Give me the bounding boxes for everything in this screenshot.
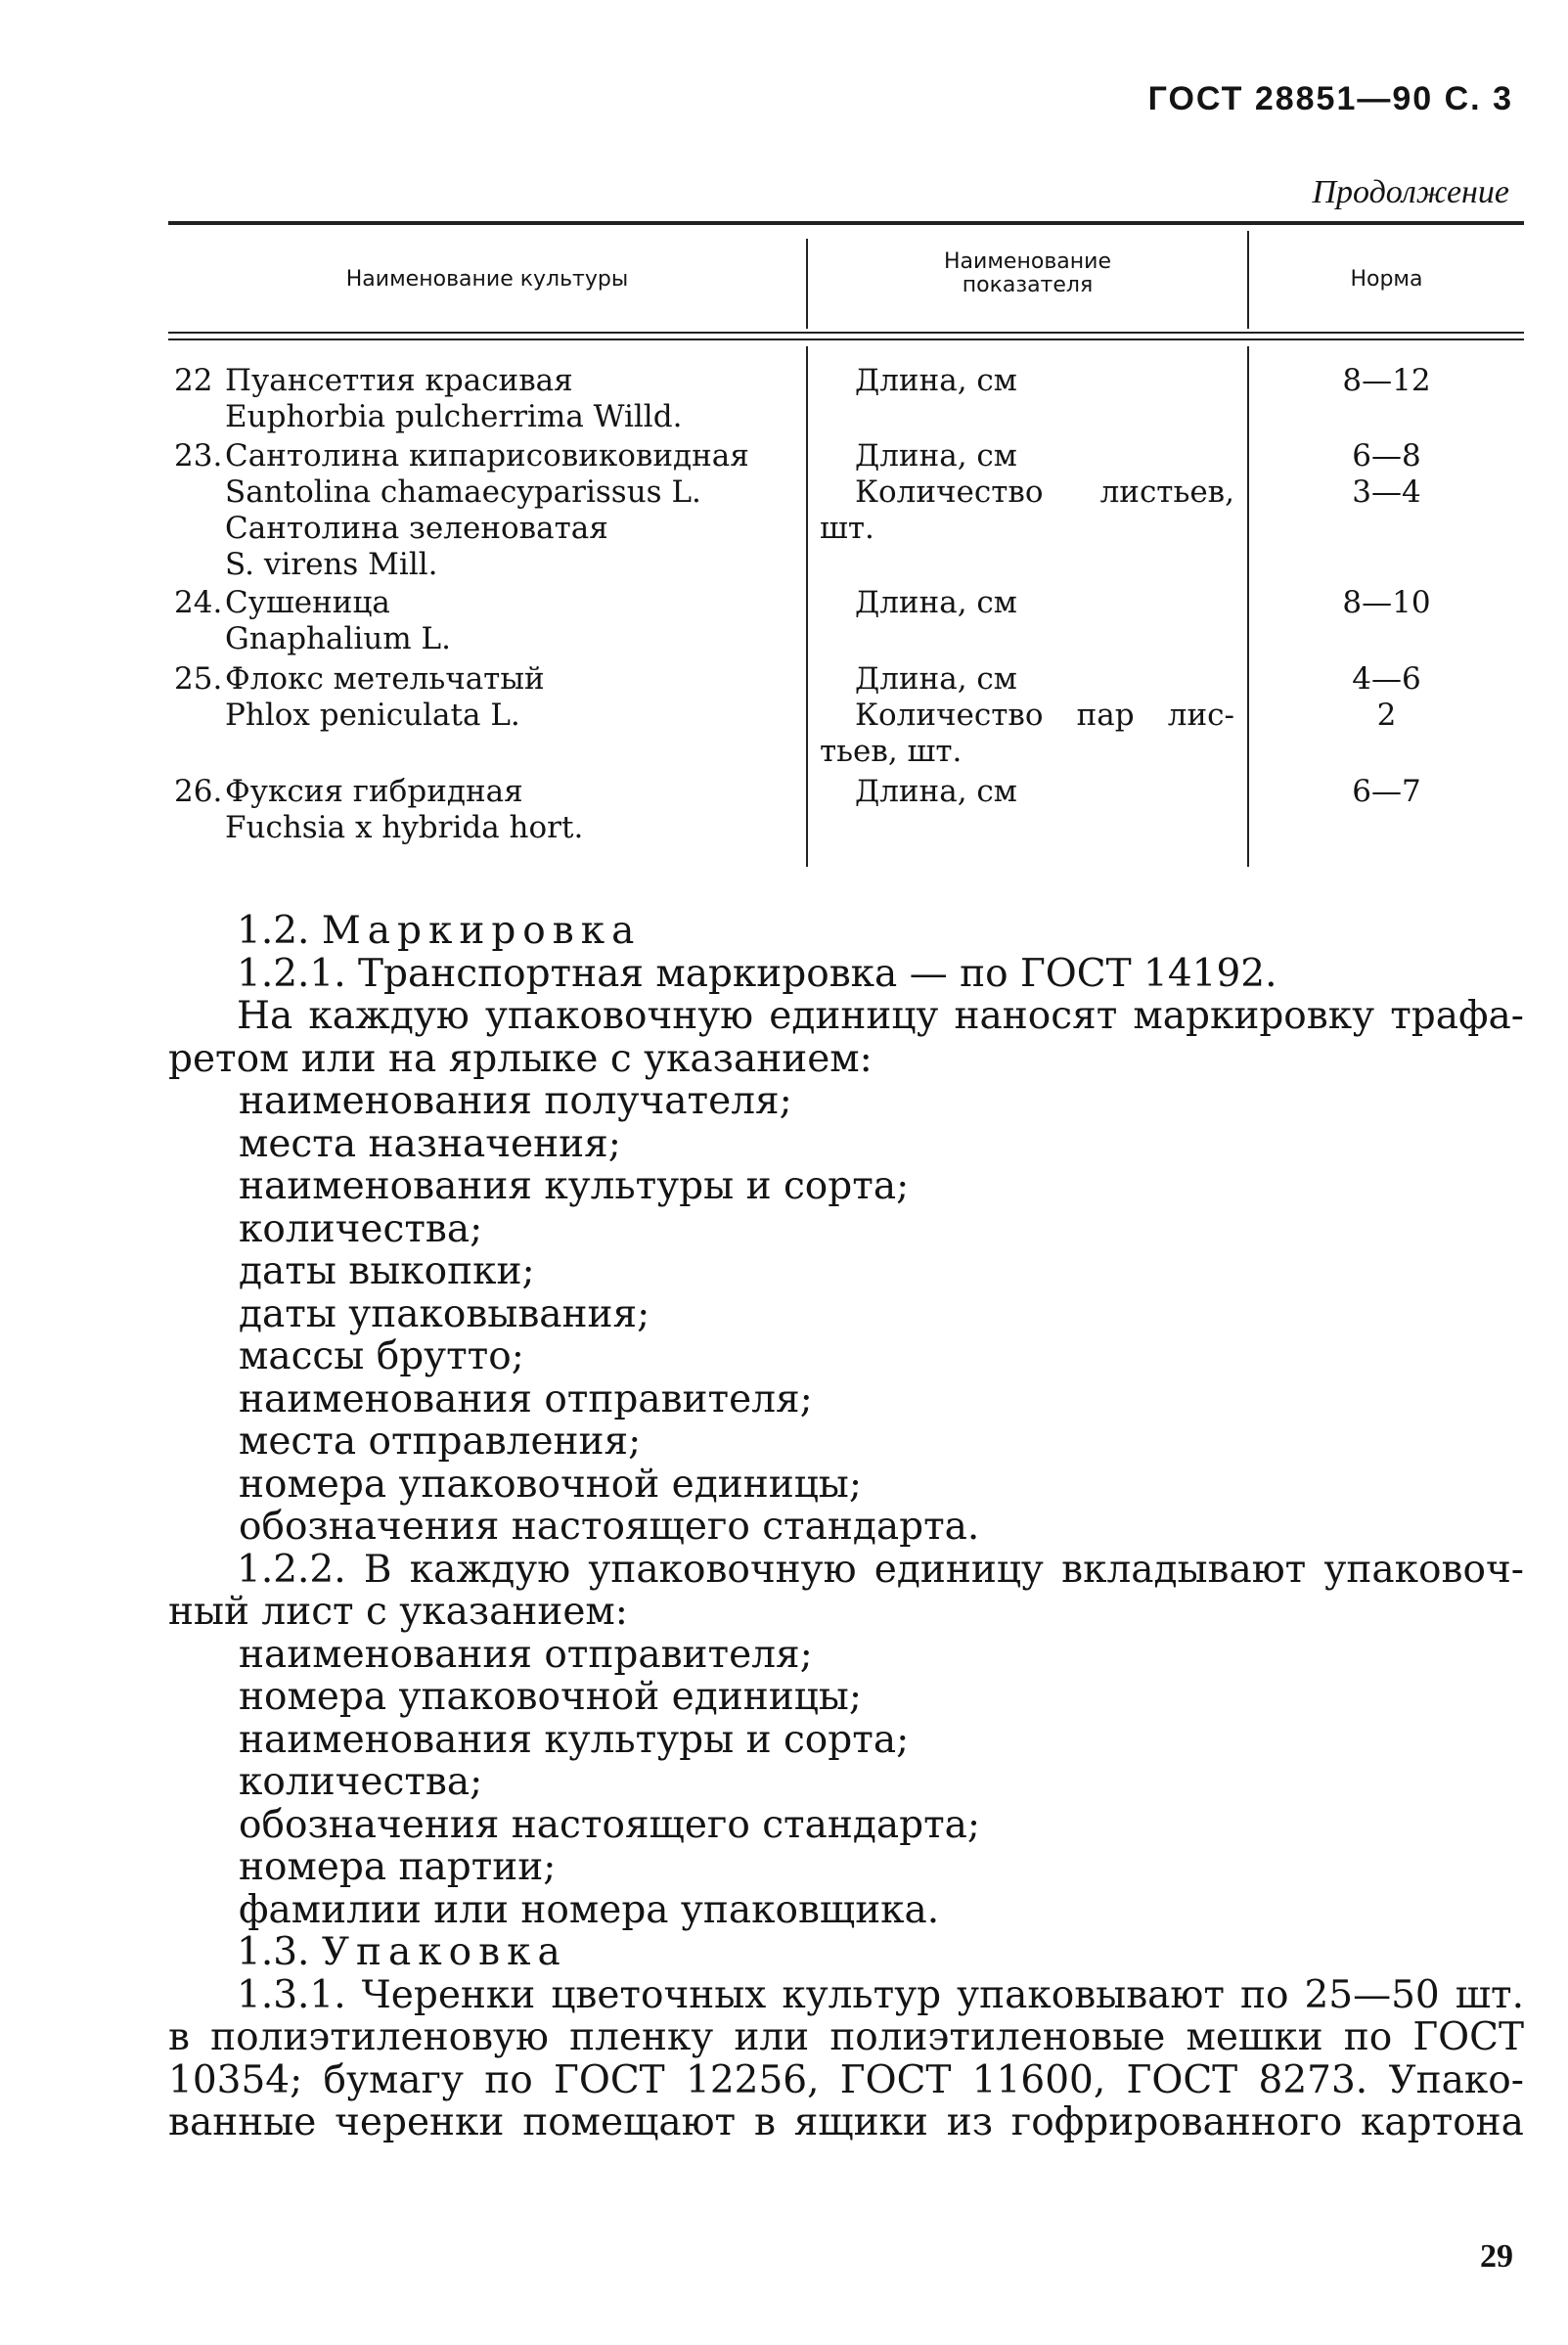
- row-number: 26.: [174, 774, 223, 809]
- indicator-text: Длина, см: [855, 585, 1017, 620]
- paragraph-line: 1.3.1. Черенки цветочных культур упаковывают по 25—50 шт.: [237, 1972, 1524, 2017]
- indicator-text: Количество пар лис-: [855, 698, 1234, 733]
- crop-name-cell: [174, 363, 800, 435]
- crop-latin-name: S. virens Mill.: [225, 547, 438, 582]
- indicator-text: Количество листьев,: [855, 474, 1234, 510]
- paragraph-line: ный лист с указанием:: [168, 1590, 628, 1634]
- crop-name-cell: [174, 661, 800, 734]
- crop-name: Сантолина кипарисовиковидная: [225, 438, 749, 474]
- indicator-cell: [820, 438, 1234, 547]
- column-header-crop: Наименование культуры: [345, 267, 629, 292]
- norm-value: 4—6: [1352, 661, 1421, 697]
- norm-cell: [1249, 585, 1524, 621]
- crop-latin-name: Euphorbia pulcherrima Willd.: [225, 399, 683, 434]
- indicator-text: Длина, см: [855, 661, 1017, 697]
- norm-cell: [1249, 438, 1524, 511]
- indicator-text: шт.: [820, 511, 874, 546]
- column-divider: [806, 346, 808, 867]
- norm-value: 6—8: [1352, 438, 1421, 474]
- list-item: обозначения настоящего стандарта;: [239, 1802, 981, 1847]
- crop-latin-name: Phlox peniculata L.: [225, 698, 520, 733]
- paragraph-line: ванные черенки помещают в ящики из гофрированного картона: [168, 2100, 1524, 2144]
- list-item: номера упаковочной единицы;: [239, 1462, 862, 1507]
- list-item: фамилии или номера упаковщика.: [239, 1887, 940, 1932]
- row-number: 24.: [174, 585, 223, 620]
- paragraph-line: На каждую упаковочную единицу наносят маркировку трафа-: [237, 994, 1524, 1038]
- list-item: обозначения настоящего стандарта.: [239, 1505, 980, 1549]
- norm-value: 3—4: [1352, 474, 1421, 510]
- indicator-cell: [820, 363, 1234, 399]
- norm-cell: [1249, 661, 1524, 734]
- paragraph-1-2-1: 1.2.1. Транспортная маркировка — по ГОСТ 14192.: [237, 951, 1277, 996]
- crop-latin-name: Fuchsia x hybrida hort.: [225, 810, 584, 845]
- norm-value: 6—7: [1352, 774, 1421, 809]
- column-header-indicator-line: показателя: [962, 273, 1094, 297]
- norm-value: 2: [1376, 698, 1397, 733]
- table-header-rule: [168, 338, 1524, 340]
- paragraph-line: ретом или на ярлыке с указанием:: [168, 1036, 873, 1081]
- norm-cell: [1249, 363, 1524, 399]
- column-header-indicator: [808, 250, 1247, 297]
- list-item: наименования культуры и сорта;: [239, 1717, 910, 1762]
- norm-cell: [1249, 774, 1524, 810]
- indicator-text: Длина, см: [855, 438, 1017, 474]
- crop-name-cell: [174, 774, 800, 846]
- norm-value: 8—12: [1342, 363, 1431, 398]
- norms-table: [168, 221, 1524, 867]
- list-item: количества;: [239, 1206, 483, 1251]
- norm-value: 8—10: [1342, 585, 1431, 620]
- list-item: наименования отправителя;: [239, 1632, 813, 1677]
- paragraph-line: 1.2.2. В каждую упаковочную единицу вкладывают упаковоч-: [237, 1547, 1524, 1592]
- crop-latin-name: Gnaphalium L.: [225, 621, 451, 656]
- indicator-cell: [820, 585, 1234, 621]
- page-number: 29: [1480, 2238, 1513, 2275]
- list-item: даты выкопки;: [239, 1249, 535, 1293]
- list-item: наименования отправителя;: [239, 1376, 813, 1421]
- row-number: 25.: [174, 661, 223, 697]
- row-number: 23.: [174, 438, 223, 474]
- section-heading-packaging: 1.3. Упаковка: [237, 1930, 567, 1974]
- indicator-cell: [820, 774, 1234, 810]
- list-item: наименования получателя;: [239, 1079, 792, 1123]
- document-header: ГОСТ 28851—90 С. 3: [1147, 80, 1513, 117]
- crop-name: Флокс метельчатый: [225, 661, 545, 697]
- crop-name-cell: [174, 585, 800, 657]
- list-item: номера упаковочной единицы;: [239, 1675, 862, 1719]
- list-item: количества;: [239, 1760, 483, 1804]
- crop-latin-name: Santolina chamaecyparissus L.: [225, 474, 701, 510]
- crop-name: Сушеница: [225, 585, 390, 620]
- indicator-text: Длина, см: [855, 363, 1017, 398]
- row-number: 22: [174, 363, 213, 398]
- list-item: даты упаковывания;: [239, 1291, 650, 1336]
- column-header-indicator-line: Наименование: [944, 249, 1111, 274]
- list-item: массы брутто;: [239, 1334, 524, 1378]
- document-body: [168, 910, 1524, 2144]
- crop-name: Сантолина зеленоватая: [225, 511, 608, 546]
- list-item: номера партии;: [239, 1845, 557, 1889]
- paragraph-line: 10354; бумагу по ГОСТ 12256, ГОСТ 11600, ГОСТ 8273. Упако-: [168, 2057, 1524, 2102]
- list-item: наименования культуры и сорта;: [239, 1164, 910, 1208]
- table-header-rule: [168, 332, 1524, 334]
- crop-name-cell: [174, 438, 800, 583]
- continuation-label: Продолжение: [1312, 174, 1509, 210]
- list-item: места отправления;: [239, 1420, 642, 1464]
- section-heading-marking: 1.2. Маркировка: [237, 909, 642, 953]
- table-top-rule: [168, 221, 1524, 225]
- indicator-text: тьев, шт.: [820, 734, 963, 769]
- paragraph-line: в полиэтиленовую пленку или полиэтиленовые мешки по ГОСТ: [168, 2015, 1524, 2059]
- crop-name: Пуансеттия красивая: [225, 363, 573, 398]
- list-item: места назначения;: [239, 1121, 621, 1166]
- crop-name: Фуксия гибридная: [225, 774, 523, 809]
- column-header-norm: Норма: [1350, 267, 1423, 292]
- indicator-text: Длина, см: [855, 774, 1017, 809]
- indicator-cell: [820, 661, 1234, 770]
